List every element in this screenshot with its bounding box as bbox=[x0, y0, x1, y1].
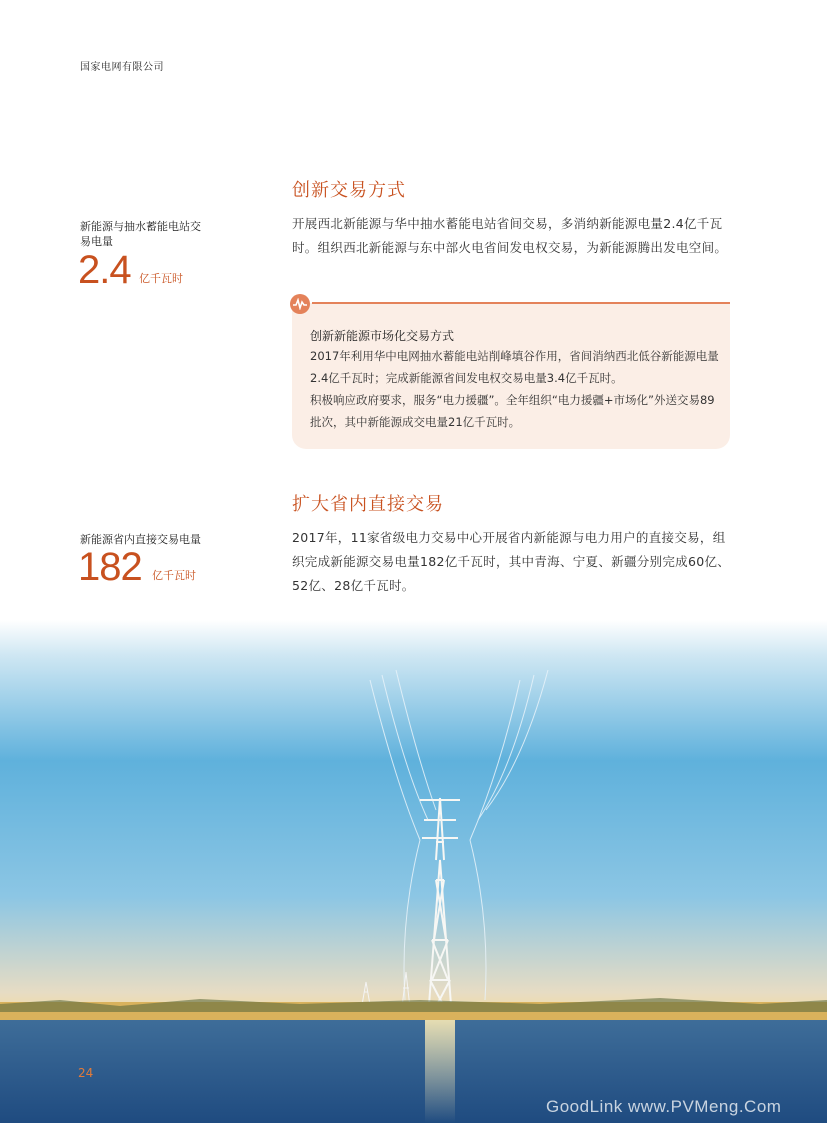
stat-label-direct-trade: 新能源省内直接交易电量 bbox=[80, 533, 201, 546]
stat-value-pumped-storage: 2.4 bbox=[78, 248, 131, 292]
case-box-title: 创新新能源市场化交易方式 bbox=[310, 329, 455, 343]
stat-unit-pumped-storage: 亿千瓦时 bbox=[139, 272, 183, 285]
section1-paragraph: 开展西北新能源与华中抽水蓄能电站省间交易，多消纳新能源电量2.4亿千瓦时。组织西北新能源与东中部火电省间发电权交易，为新能源腾出发电空间。 bbox=[292, 216, 728, 255]
stat-unit-direct-trade: 亿千瓦时 bbox=[152, 569, 196, 582]
case-box-body bbox=[310, 345, 720, 433]
case-box-text-1: 2017年利用华中电网抽水蓄能电站削峰填谷作用，省间消纳西北低谷新能源电量2.4亿千瓦时；完成新能源省间发电权交易电量3.4亿千瓦时。 bbox=[310, 349, 719, 385]
section2-paragraph: 2017年，11家省级电力交易中心开展省内新能源与电力用户的直接交易，组织完成新能源交易电量182亿千瓦时，其中青海、宁夏、新疆分别完成60亿、52亿、28亿千瓦时。 bbox=[292, 530, 731, 593]
section-title-direct-trade: 扩大省内直接交易 bbox=[292, 494, 444, 515]
section-title-innovate: 创新交易方式 bbox=[292, 180, 406, 201]
stat-value-direct-trade: 182 bbox=[78, 545, 142, 589]
case-box-text-2: 积极响应政府要求，服务“电力援疆”。全年组织“电力援疆+市场化”外送交易89批次，其中新能源成交电量21亿千瓦时。 bbox=[310, 393, 715, 429]
company-name: 国家电网有限公司 bbox=[80, 62, 164, 73]
page-number: 24 bbox=[78, 1066, 94, 1080]
case-box-rule bbox=[312, 302, 730, 304]
pulse-icon bbox=[290, 294, 310, 314]
transmission-tower-photo bbox=[0, 620, 827, 1123]
stat-label-pumped-storage: 新能源与抽水蓄能电站交易电量 bbox=[80, 220, 201, 248]
watermark: GoodLink www.PVMeng.Com bbox=[546, 1097, 782, 1116]
